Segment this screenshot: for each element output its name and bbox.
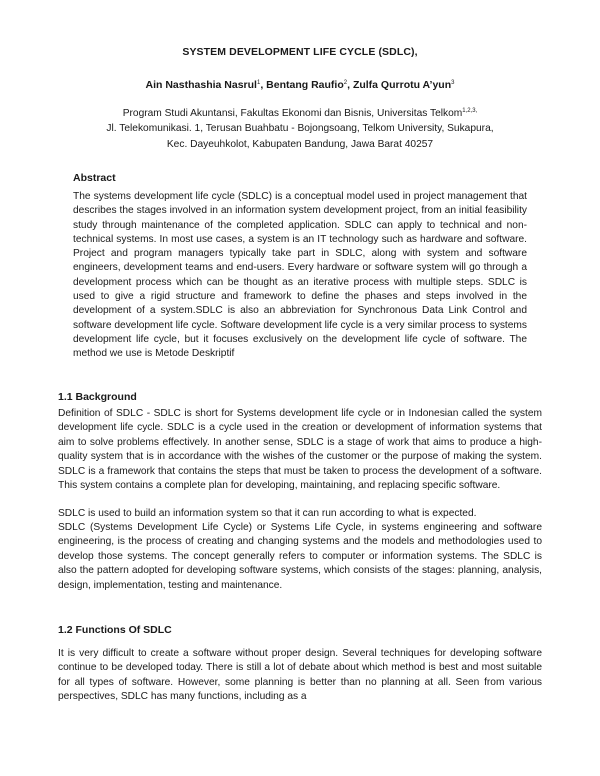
author-affiliation-mark: 1 [256, 80, 261, 86]
section-heading-background: 1.1 Background [58, 391, 137, 403]
background-paragraph: SDLC (Systems Development Life Cycle) or Systems Life Cycle, in systems engineering and software engineering, is the process of creating and changing systems and the models and methodologies used to develop those systems. The concept generally refers to computer or information systems. The SDLC is also the pattern adopted for developing software systems, which consists of the stages: planning, analysis, design, implementation, testing and maintenance. [58, 522, 542, 591]
author-name: Bentang Raufio [266, 79, 344, 91]
paper-title: SYSTEM DEVELOPMENT LIFE CYCLE (SDLC), [182, 46, 418, 58]
affiliation-city: Kec. Dayeuhkolot, Kabupaten Bandung, Jawa Barat 40257 [166, 139, 434, 150]
author-separator: , [347, 79, 353, 91]
author-name: Ain Nasthashia Nasrul [145, 79, 257, 91]
affiliation-line [0, 103, 600, 122]
affiliation-address: Jl. Telekomunikasi. 1, Terusan Buahbatu - Bojongsoang, Telkom University, Sukapura, [106, 123, 494, 134]
author-affiliation-mark: 3 [451, 80, 455, 86]
background-paragraph: SDLC is used to build an information system so that it can run according to what is expected. [58, 508, 477, 519]
background-paragraph: Definition of SDLC - SDLC is short for Systems development life cycle or in Indonesian called the system development life cycle. SDLC is a cycle used in the creation or development of information systems that aim to solve problems effectively. In another sense, SDLC is a stage of work that aims to produce a high-quality system that is in accordance with the wishes of the customer or the purpose of making the system. SDLC is a framework that contains the steps that must be taken to process the development of a software. This system contains a complete plan for developing, maintaining, and replacing specific software. [58, 408, 542, 492]
author-list [0, 79, 600, 91]
author-separator: , [260, 79, 267, 91]
abstract-text: The systems development life cycle (SDLC) is a conceptual model used in project management that describes the stages involved in an information system development project, from an initial feasibility study through maintenance of the completed application. SDLC can apply to technical and non-technical systems. In most use cases, a system is an IT technology such as hardware and software. Project and program managers typically take part in SDLC, along with system and software engineers, development teams and end-users. Every hardware or software system will go through a development process which can be thought as an iterative process with multiple steps. SDLC is used to give a rigid structure and framework to define the phases and steps involved in the development of a system.SDLC is also an abbreviation for Synchronous Data Link Control and software development life cycle. Software development life cycle is a very similar process to systems development life cycle, but it focuses exclusively on the development life cycle of software. The method we use is Metode Deskriptif [73, 191, 527, 360]
author-name: Zulfa Qurrotu A’yun [352, 79, 452, 91]
affiliation-mark: 1,2,3, [462, 108, 478, 114]
author-affiliation-mark: 2 [343, 80, 348, 86]
section-heading-functions: 1.2 Functions Of SDLC [58, 624, 172, 636]
functions-paragraph: It is very difficult to create a software without proper design. Several techniques for developing software continue to be developed today. There is still a lot of debate about which method is best and most suitable for all types of software. However, some planning is better than no planning at all. Seen from various perspectives, SDLC has many functions, including as a [58, 648, 542, 703]
abstract-heading: Abstract [73, 172, 116, 184]
affiliation-institution: Program Studi Akuntansi, Fakultas Ekonomi dan Bisnis, Universitas Telkom [122, 108, 463, 119]
